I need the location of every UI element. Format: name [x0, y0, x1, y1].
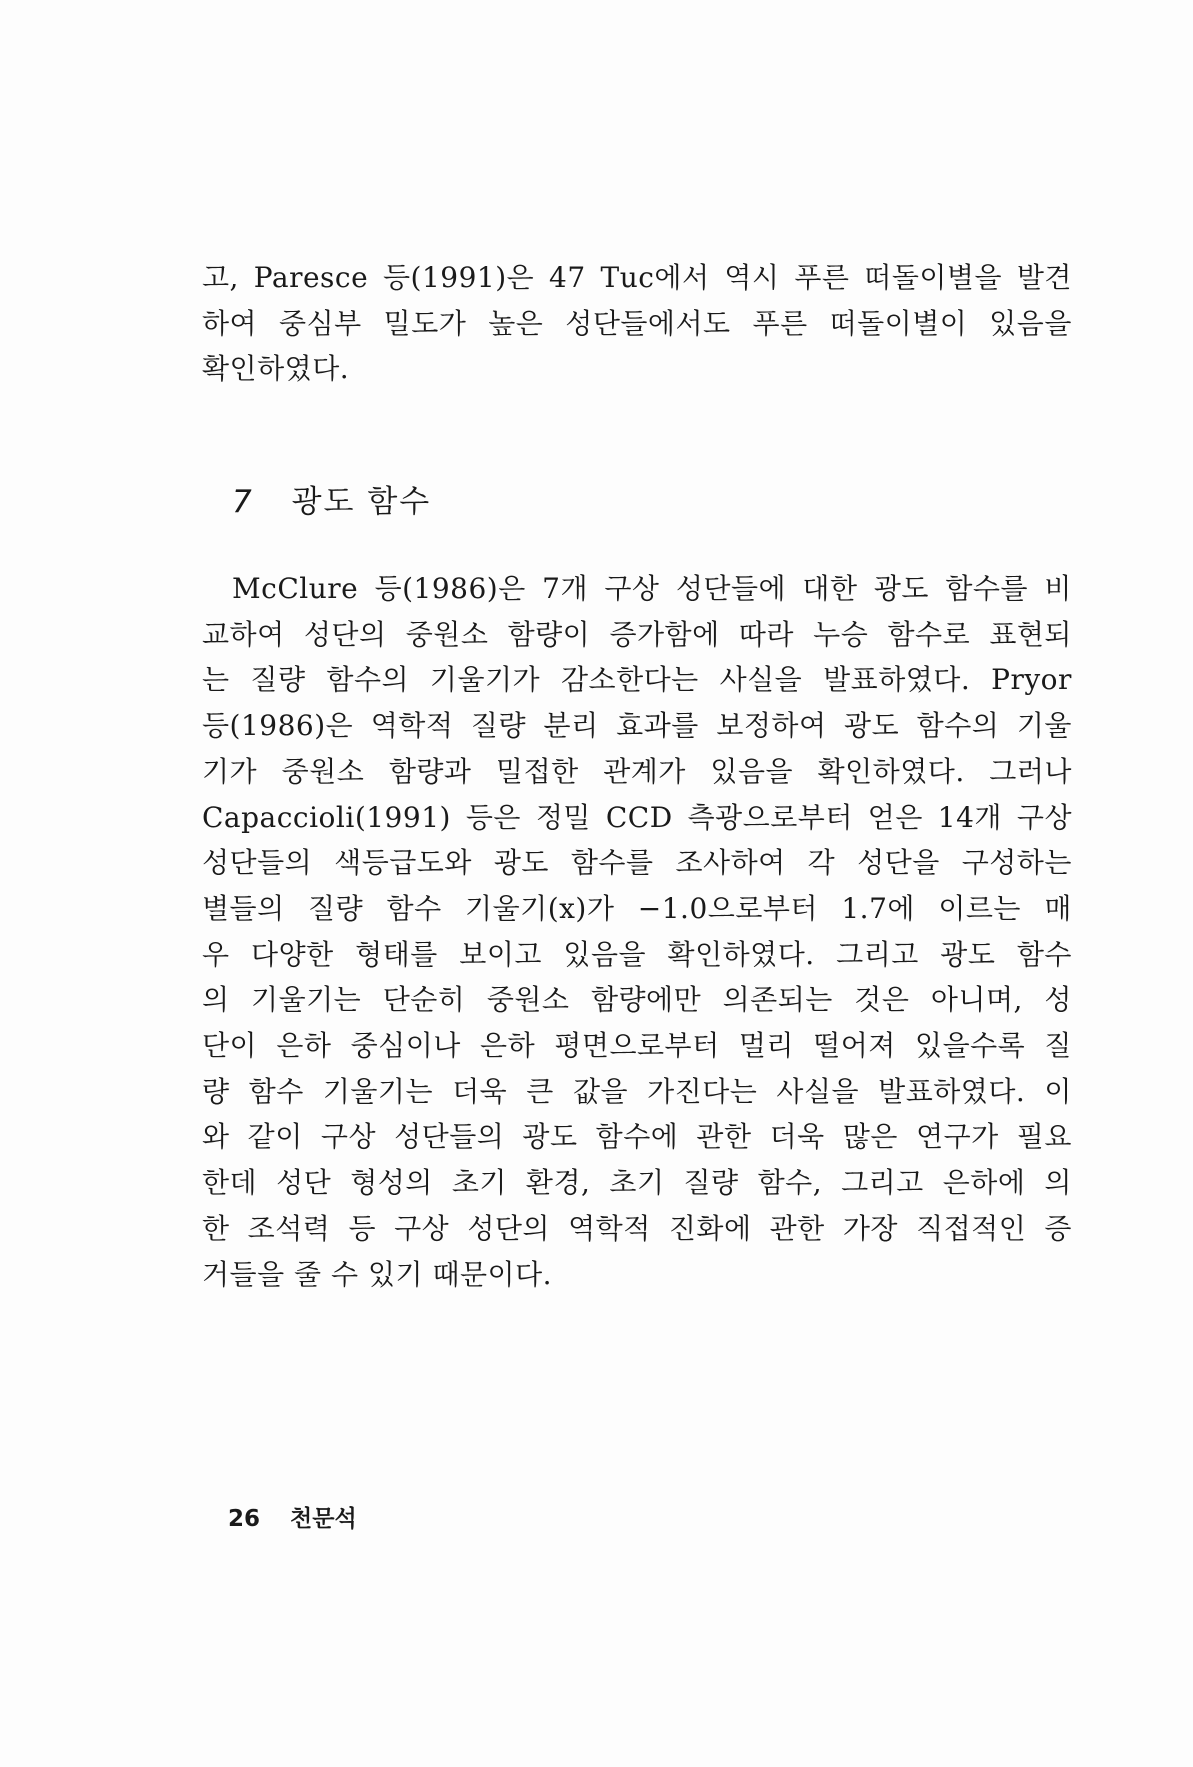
text-line: 기가 중원소 함량과 밀접한 관계가 있음을 확인하였다. 그러나	[202, 754, 1072, 788]
section-heading	[232, 482, 431, 522]
text-line: 우 다양한 형태를 보이고 있음을 확인하였다. 그리고 광도 함수	[202, 937, 1072, 971]
text-line: 한 조석력 등 구상 성단의 역학적 진화에 관한 가장 직접적인 증	[202, 1211, 1072, 1245]
running-title: 천문석	[290, 1506, 357, 1532]
text-line: 량 함수 기울기는 더욱 큰 값을 가진다는 사실을 발표하였다. 이	[202, 1074, 1072, 1108]
intro-paragraph	[202, 255, 1072, 392]
text-line: 하여 중심부 밀도가 높은 성단들에서도 푸른 떠돌이별이 있음을	[202, 306, 1072, 340]
section-number: 7	[232, 484, 254, 520]
page-number: 26	[228, 1506, 261, 1532]
text-line: 와 같이 구상 성단들의 광도 함수에 관한 더욱 많은 연구가 필요	[202, 1120, 1072, 1154]
text-line: 의 기울기는 단순히 중원소 함량에만 의존되는 것은 아니며, 성	[202, 983, 1072, 1017]
text-line: 등(1986)은 역학적 질량 분리 효과를 보정하여 광도 함수의 기울	[202, 709, 1072, 743]
text-line: 고, Paresce 등(1991)은 47 Tuc에서 역시 푸른 떠돌이별을 발견	[202, 261, 1072, 294]
text-line: 단이 은하 중심이나 은하 평면으로부터 멀리 떨어져 있을수록 질	[202, 1029, 1072, 1063]
text-line: 확인하였다.	[202, 352, 350, 386]
page-footer	[228, 1500, 357, 1533]
text-line: 성단들의 색등급도와 광도 함수를 조사하여 각 성단을 구성하는	[202, 846, 1072, 880]
text-line: 교하여 성단의 중원소 함량이 증가함에 따라 누승 함수로 표현되	[202, 617, 1072, 651]
text-line: 는 질량 함수의 기울기가 감소한다는 사실을 발표하였다. Pryor	[202, 663, 1072, 697]
text-line: McClure 등(1986)은 7개 구상 성단들에 대한 광도 함수를 비	[232, 572, 1072, 605]
text-line: 거들을 줄 수 있기 때문이다.	[202, 1257, 553, 1291]
text-line: 한데 성단 형성의 초기 환경, 초기 질량 함수, 그리고 은하에 의	[202, 1166, 1072, 1200]
main-paragraph	[202, 566, 1072, 1297]
section-title: 광도 함수	[291, 484, 432, 520]
text-line: Capaccioli(1991) 등은 정밀 CCD 측광으로부터 얻은 14개 구상	[202, 800, 1072, 834]
text-line: 별들의 질량 함수 기울기(x)가 −1.0으로부터 1.7에 이르는 매	[202, 891, 1072, 925]
